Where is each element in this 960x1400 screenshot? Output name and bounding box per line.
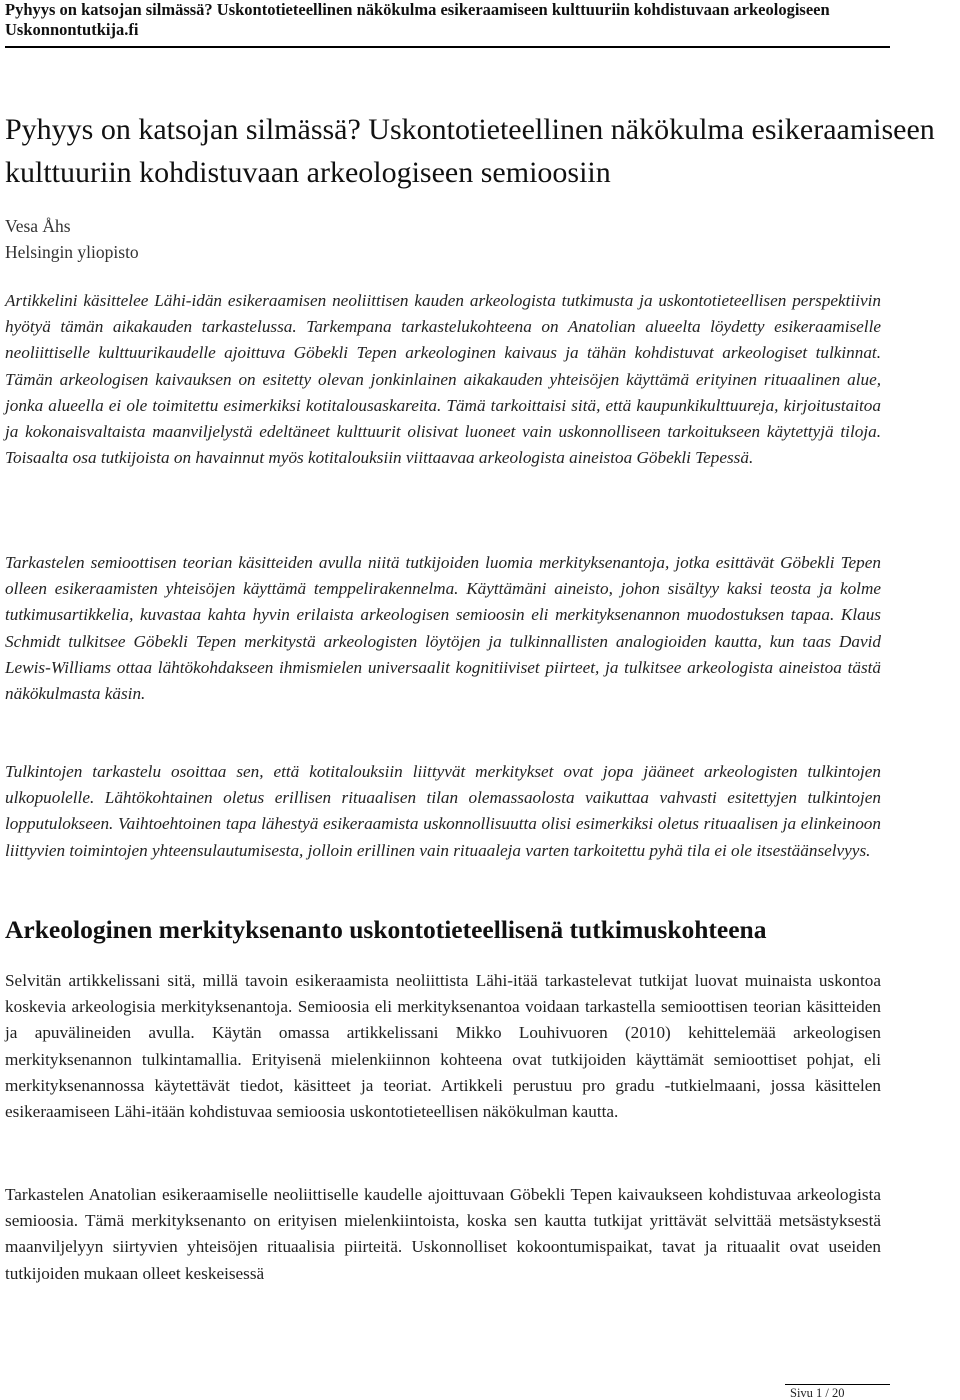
header-divider	[5, 46, 890, 48]
section-heading: Arkeologinen merkityksenanto uskontotieteellisenä tutkimuskohteena	[5, 915, 767, 944]
abstract-paragraph: Tulkintojen tarkastelu osoittaa sen, että kotitalouksiin liittyvät merkitykset ovat jopa jääneet arkeologisten tulkintojen ulkopuolelle. Lähtökohtainen oletus erillisen rituaalisen tilan olemassaolosta vaikuttaa vahvasti esitettyjen tulkintojen lopputulokseen. Vaihtoehtoinen tapa lähestyä esikeraamista uskonnollisuutta olisi esimerkiksi oletus rituaalisen ja elinkeinoon liittyvien toimintojen yhteensulautumisesta, jolloin erillinen vain rituaaleja varten tarkoitettu pyhä tila ei ole itsestäänselvyys.	[5, 762, 881, 860]
body-paragraph: Selvitän artikkelissani sitä, millä tavoin esikeraamista neoliittista Lähi-itää tarkastelevat tutkijat luovat muinaista uskontoa koskevia arkeologisia merkityksenantoja. Semioosia eli merkityksenantoa voidaan tarkastella semioottisen teorian käsitteiden ja apuvälineiden avulla. Käytän omassa artikkelissani Mikko Louhivuoren (2010) kehittelemää arkeologisen merkityksenannon tulkintamallia. Erityisenä mielenkiinnon kohteena ovat tutkijoiden käyttämät semioottiset pohjat, eli merkityksenannossa käytettävät tiedot, käsitteet ja teoriat. Artikkeli perustuu pro gradu -tutkielmaani, jossa käsittelen esikeraamiseen Lähi-itään kohdistuvaa semioosia uskontotieteellisen näkökulman kautta.	[5, 971, 881, 1122]
footer-divider	[785, 1384, 890, 1385]
running-title: Pyhyys on katsojan silmässä? Uskontotieteellinen näkökulma esikeraamiseen kulttuuriin kohdistuvaan arkeologiseen	[5, 0, 830, 19]
running-header	[5, 0, 955, 40]
site-name: Uskonnontutkija.fi	[5, 20, 139, 39]
body-paragraph: Tarkastelen Anatolian esikeraamiselle neoliittiselle kaudelle ajoittuvaan Göbekli Tepen kaivaukseen kohdistuvaa arkeologista semioosia. Tämä merkityksenanto on erityisen mielenkiintoista, koska sen kautta tutkijat yrittävät selvittää metsästyksestä maanviljelyyn siirtyvien yhteisöjen rituaalisia piirteitä. Uskonnolliset kokoontumispaikat, tavat ja rituaalit ovat useiden tutkijoiden mukaan olleet keskeisessä	[5, 1185, 881, 1283]
abstract-paragraph: Artikkelini käsittelee Lähi-idän esikeraamisen neoliittisen kauden arkeologista tutkimusta ja uskontotieteellisen perspektiivin hyötyä tämän aikakauden tarkastelussa. Tarkempana tarkastelukohteena on Anatolian alueelta löydetty esikeraamiselle neoliittiselle kulttuurikaudelle ajoittuva Göbekli Tepen arkeologinen kaivaus ja tähän kohdistuvat arkeologiset tulkinnat. Tämän arkeologisen kaivauksen on esitetty olevan jonkinlainen aikakauden yhteisöjen käyttämä erityinen rituaalinen alue, jonka alueella ei ole toimitettu esimerkiksi kotitalousaskareita. Tämä tarkoittaisi sitä, että kaupunkikulttuureja, kirjoitustaitoa ja kokonaisvaltaista maanviljelystä edeltäneet kulttuurit olisivat luoneet vain uskonnolliseen tarkoitukseen käytettyjä tiloja. Toisaalta osa tutkijoista on havainnut myös kotitalouksiin viittaavaa arkeologista aineistoa Göbekli Tepessä.	[5, 291, 881, 468]
author-affiliation: Helsingin yliopisto	[5, 242, 139, 262]
abstract-paragraph: Tarkastelen semioottisen teorian käsitteiden avulla niitä tutkijoiden luomia merkityksenantoja, jotka esittävät Göbekli Tepen olleen esikeraamisten yhteisöjen käyttämä temppelirakennelma. Käyttämäni aineisto, johon sisältyy kaksi teosta ja kolme tutkimusartikkelia, kuvastaa kahta hyvin erilaista arkeologisen semioosin eli merkityksenannon muodostuksen tapaa. Klaus Schmidt tulkitsee Göbekli Tepen merkitystä arkeologisten löytöjen ja tulkinnallisten analogioiden kautta, kun taas David Lewis-Williams ottaa lähtökohdakseen ihmismielen universaalit kognitiiviset piirteet, ja tulkitsee arkeologista aineistoa tästä näkökulmasta käsin.	[5, 553, 881, 704]
article-title: Pyhyys on katsojan silmässä? Uskontotieteellinen näkökulma esikeraamiseen kulttuuriin kohdistuvaan arkeologiseen semioosiin	[5, 113, 935, 189]
page-number: Sivu 1 / 20	[790, 1386, 845, 1400]
author-name: Vesa Åhs	[5, 216, 71, 236]
article-meta	[5, 213, 139, 265]
